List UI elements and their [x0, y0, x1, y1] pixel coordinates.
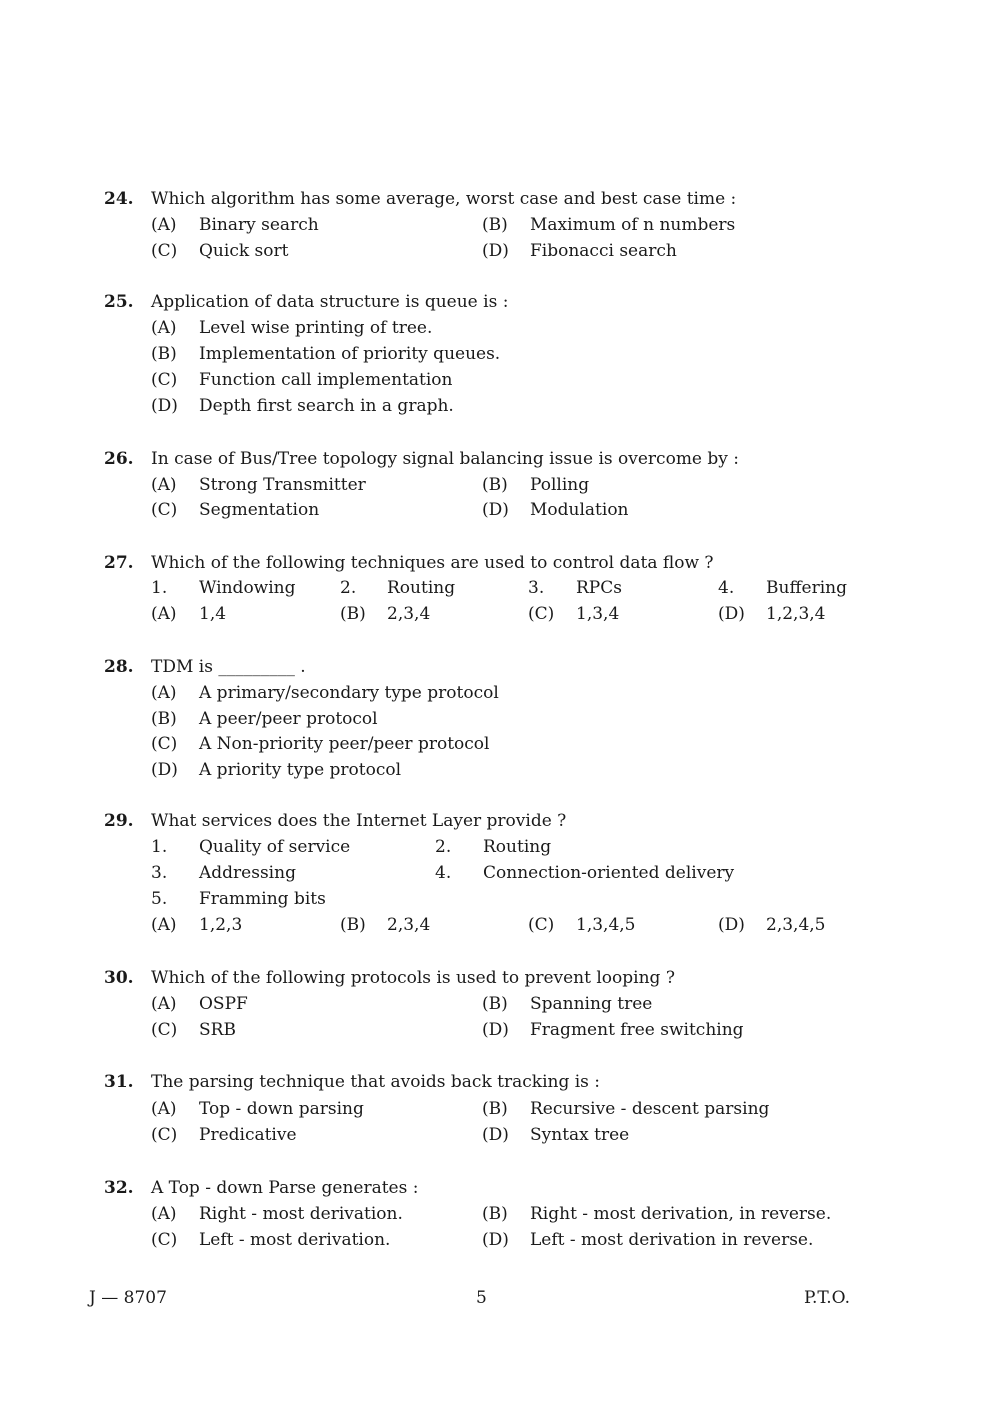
item-text: Routing — [483, 837, 552, 857]
question-30 — [0, 965, 992, 991]
question-number: 30. — [104, 968, 134, 988]
options-row — [0, 1096, 992, 1122]
option-b: 2,3,4 — [387, 604, 431, 624]
option-label-b: (B) — [340, 604, 366, 624]
question-number: 31. — [104, 1072, 134, 1092]
option-label-b: (B) — [482, 1099, 508, 1119]
paper-code: J — 8707 — [89, 1288, 167, 1308]
question-24 — [0, 186, 992, 212]
question-32 — [0, 1175, 992, 1201]
option-c: 1,3,4 — [576, 604, 620, 624]
option-label-b: (B) — [340, 915, 366, 935]
item-number: 1. — [151, 578, 168, 598]
option-c: Quick sort — [199, 241, 289, 261]
items-row — [0, 860, 992, 886]
question-text: What services does the Internet Layer provide ? — [151, 811, 567, 831]
question-26 — [0, 446, 992, 472]
option-label-b: (B) — [482, 475, 508, 495]
option-a: 1,2,3 — [199, 915, 243, 935]
option-label-a: (A) — [151, 215, 177, 235]
options-row — [0, 1227, 992, 1253]
option-label-a: (A) — [151, 994, 177, 1014]
option-label-b: (B) — [151, 709, 177, 729]
option-label-c: (C) — [151, 500, 178, 520]
question-number: 25. — [104, 292, 134, 312]
option-a: Strong Transmitter — [199, 475, 366, 495]
option-label-c: (C) — [528, 604, 555, 624]
option-d: 1,2,3,4 — [766, 604, 826, 624]
option-label-c: (C) — [151, 1125, 178, 1145]
item-text: Buffering — [766, 578, 847, 598]
option-d: 2,3,4,5 — [766, 915, 826, 935]
option-d: Left - most derivation in reverse. — [530, 1230, 814, 1250]
option-label-d: (D) — [482, 500, 509, 520]
option-label-b: (B) — [151, 344, 177, 364]
options-row — [0, 212, 992, 238]
question-number: 29. — [104, 811, 134, 831]
question-text: In case of Bus/Tree topology signal balancing issue is overcome by : — [151, 449, 740, 469]
option-label-d: (D) — [482, 1125, 509, 1145]
option-label-a: (A) — [151, 915, 177, 935]
options-row — [0, 731, 992, 757]
item-number: 1. — [151, 837, 168, 857]
option-c: 1,3,4,5 — [576, 915, 636, 935]
option-a: 1,4 — [199, 604, 227, 624]
options-row — [0, 1017, 992, 1043]
item-number: 3. — [528, 578, 545, 598]
option-label-a: (A) — [151, 318, 177, 338]
question-number: 27. — [104, 553, 134, 573]
options-row — [0, 1122, 992, 1148]
item-number: 4. — [718, 578, 735, 598]
option-b: A peer/peer protocol — [199, 709, 378, 729]
option-b: Implementation of priority queues. — [199, 344, 501, 364]
option-c: Segmentation — [199, 500, 320, 520]
option-d: Fibonacci search — [530, 241, 677, 261]
option-d: Modulation — [530, 500, 629, 520]
items-row — [0, 575, 992, 601]
question-25 — [0, 289, 992, 315]
option-label-a: (A) — [151, 683, 177, 703]
option-label-b: (B) — [482, 1204, 508, 1224]
option-label-d: (D) — [482, 241, 509, 261]
option-b: 2,3,4 — [387, 915, 431, 935]
question-text: A Top - down Parse generates : — [151, 1178, 419, 1198]
option-label-d: (D) — [718, 604, 745, 624]
item-text: Windowing — [199, 578, 296, 598]
option-b: Recursive - descent parsing — [530, 1099, 770, 1119]
item-text: Routing — [387, 578, 456, 598]
item-number: 2. — [340, 578, 357, 598]
option-c: Function call implementation — [199, 370, 453, 390]
options-row — [0, 497, 992, 523]
option-label-d: (D) — [151, 396, 178, 416]
option-label-b: (B) — [482, 994, 508, 1014]
option-d: Fragment free switching — [530, 1020, 744, 1040]
items-row — [0, 886, 992, 912]
option-label-a: (A) — [151, 1099, 177, 1119]
options-row — [0, 238, 992, 264]
option-d: A priority type protocol — [199, 760, 402, 780]
pto-label: P.T.O. — [804, 1288, 850, 1308]
option-a: Right - most derivation. — [199, 1204, 403, 1224]
option-label-c: (C) — [151, 241, 178, 261]
option-a: A primary/secondary type protocol — [199, 683, 499, 703]
question-number: 32. — [104, 1178, 134, 1198]
options-row — [0, 680, 992, 706]
option-label-a: (A) — [151, 475, 177, 495]
question-31 — [0, 1069, 992, 1095]
option-label-c: (C) — [151, 734, 178, 754]
option-a: OSPF — [199, 994, 248, 1014]
option-d: Syntax tree — [530, 1125, 630, 1145]
item-number: 5. — [151, 889, 168, 909]
item-text: Addressing — [199, 863, 296, 883]
page-number: 5 — [476, 1288, 487, 1308]
option-label-a: (A) — [151, 604, 177, 624]
option-label-c: (C) — [528, 915, 555, 935]
option-c: SRB — [199, 1020, 236, 1040]
options-row — [0, 341, 992, 367]
options-row — [0, 315, 992, 341]
question-text: The parsing technique that avoids back tracking is : — [151, 1072, 601, 1092]
options-row — [0, 1201, 992, 1227]
option-label-d: (D) — [482, 1020, 509, 1040]
option-c: Predicative — [199, 1125, 297, 1145]
item-number: 2. — [435, 837, 452, 857]
options-row — [0, 393, 992, 419]
option-label-c: (C) — [151, 1020, 178, 1040]
option-c: Left - most derivation. — [199, 1230, 391, 1250]
option-b: Polling — [530, 475, 590, 495]
question-number: 24. — [104, 189, 134, 209]
option-b: Spanning tree — [530, 994, 653, 1014]
item-text: Quality of service — [199, 837, 351, 857]
options-row — [0, 367, 992, 393]
options-row — [0, 757, 992, 783]
option-label-d: (D) — [718, 915, 745, 935]
option-d: Depth first search in a graph. — [199, 396, 454, 416]
option-c: A Non-priority peer/peer protocol — [199, 734, 490, 754]
item-number: 3. — [151, 863, 168, 883]
option-label-a: (A) — [151, 1204, 177, 1224]
question-number: 26. — [104, 449, 134, 469]
question-28 — [0, 654, 992, 680]
option-label-d: (D) — [151, 760, 178, 780]
item-text: Connection-oriented delivery — [483, 863, 735, 883]
question-text: TDM is _________ . — [151, 657, 306, 677]
question-text: Which of the following protocols is used to prevent looping ? — [151, 968, 675, 988]
question-text: Application of data structure is queue is : — [151, 292, 509, 312]
options-row — [0, 472, 992, 498]
question-number: 28. — [104, 657, 134, 677]
option-label-b: (B) — [482, 215, 508, 235]
options-row — [0, 991, 992, 1017]
question-27 — [0, 550, 992, 576]
item-text: Framming bits — [199, 889, 326, 909]
options-row — [0, 601, 992, 627]
option-b: Maximum of n numbers — [530, 215, 736, 235]
option-label-d: (D) — [482, 1230, 509, 1250]
options-row — [0, 706, 992, 732]
option-b: Right - most derivation, in reverse. — [530, 1204, 832, 1224]
items-row — [0, 834, 992, 860]
item-number: 4. — [435, 863, 452, 883]
option-label-c: (C) — [151, 370, 178, 390]
item-text: RPCs — [576, 578, 622, 598]
option-a: Binary search — [199, 215, 319, 235]
question-text: Which of the following techniques are used to control data flow ? — [151, 553, 714, 573]
question-text: Which algorithm has some average, worst case and best case time : — [151, 189, 737, 209]
option-a: Top - down parsing — [199, 1099, 364, 1119]
question-29 — [0, 808, 992, 834]
option-label-c: (C) — [151, 1230, 178, 1250]
option-a: Level wise printing of tree. — [199, 318, 433, 338]
options-row — [0, 912, 992, 938]
